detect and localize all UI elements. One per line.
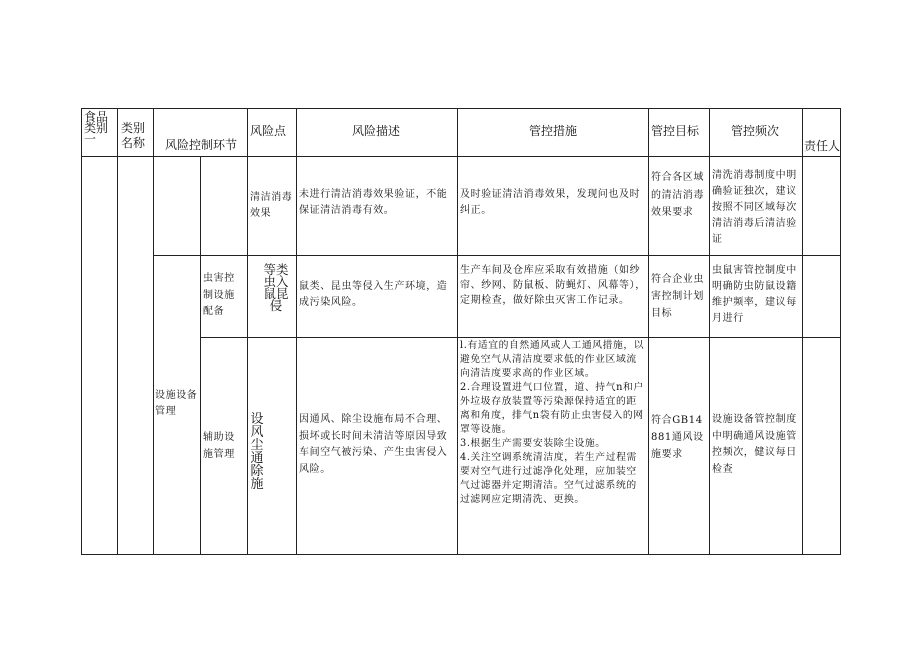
table-line bbox=[296, 108, 297, 555]
group-link: 设施设备管理 bbox=[155, 390, 198, 417]
row-1-target: 符合各区域的清洁消毒效果要求 bbox=[651, 172, 704, 218]
row-3-measures bbox=[460, 339, 647, 507]
table-line bbox=[200, 156, 201, 555]
header-category-name: 类别名称 bbox=[121, 121, 146, 150]
row-1-risk-desc: 未进行清洁消毒效果验证，不能保证清洁消毒有效。 bbox=[299, 189, 448, 216]
row-3-sub-link: 辅助设施管理 bbox=[203, 432, 235, 460]
header-risk-link: 风险控制环节 bbox=[165, 138, 238, 152]
row-2-sub-link: 虫害控制设施配备 bbox=[203, 273, 235, 317]
row-1-risk-point: 清洁消毒效果 bbox=[250, 192, 293, 219]
row-3-frequency: 设施设备管控制度中明确通风设施管控频次，健议每日检查 bbox=[712, 414, 797, 475]
row-2-risk-desc: 鼠类、昆虫等侵入生产环境，造成污染风险。 bbox=[299, 281, 448, 308]
table-line bbox=[709, 108, 710, 555]
row-1-frequency: 清洗消毒制度中明确验证独次，建议按照不同区域每次清洁消毒后清洁验证 bbox=[712, 170, 797, 245]
measure-item: 2.合理设置进气口位置，道、持气n和户外垃圾存放装置等污染源保持适宜的距离和角度，排气n袋有防止虫害侵入的网罩等设施。 bbox=[460, 382, 644, 435]
row-2-target: 符合企业虫害控制计划目标 bbox=[651, 274, 704, 319]
table-line bbox=[840, 108, 841, 555]
table-line bbox=[153, 108, 154, 555]
row-3-target: 符合GB14881通风设施要求 bbox=[651, 415, 704, 460]
measure-item: l.有适宜的自然通风或人工通风措施，以避免空气从清洁度要求低的作业区域流向清洁度要求高的作业区域。 bbox=[460, 340, 645, 379]
header-target: 管控目标 bbox=[651, 124, 700, 138]
table-line bbox=[648, 108, 649, 555]
row-2-frequency: 虫鼠害管控制度中明确防虫防鼠设籍维护频率，建议每月进行 bbox=[712, 265, 797, 324]
table-line bbox=[81, 108, 82, 555]
table-line bbox=[81, 156, 841, 157]
header-frequency: 管控频次 bbox=[731, 124, 780, 138]
header-risk-desc: 风险描述 bbox=[352, 124, 401, 138]
row-3-risk-point: 设风尘通除施 bbox=[250, 412, 264, 492]
table-line bbox=[81, 108, 841, 109]
header-risk-point: 风险点 bbox=[250, 124, 287, 138]
header-owner: 责任人 bbox=[804, 139, 841, 153]
row-3-risk-desc: 因通风、除尘设施布局不合理、损坏或长时间未清洁等原因导致车间空气被污染、产生虫害侵入风险。 bbox=[299, 414, 448, 475]
table-line bbox=[457, 108, 458, 555]
table-line bbox=[802, 108, 803, 555]
table-line bbox=[117, 108, 118, 555]
measure-item: 4.关注空调系统清洁度，若生产过程需要对空气进行过滤净化处理，应加装空气过滤器并定期清洁。空气过滤系统的过滤网应定期清洗、更换。 bbox=[460, 452, 637, 505]
measure-item: 3.根据生产需要安装除尘设施。 bbox=[460, 438, 606, 449]
row-1-measures: 及时验证清洁消毒效果，发现问也及时纠正。 bbox=[460, 189, 641, 216]
table-line bbox=[81, 554, 841, 555]
table-line bbox=[247, 108, 248, 555]
header-food-category: 食品类别一 bbox=[84, 110, 109, 146]
row-2-measures: 生产车间及仓库应采取有效措施（如纱帘、纱网、防鼠板、防蝇灯、风幕等），定期检查，做好除虫灭害工作记录。 bbox=[460, 265, 646, 307]
table-line bbox=[153, 255, 841, 256]
row-2-risk-point: 等类虫入鼠昆侵 bbox=[263, 262, 289, 313]
header-measures: 管控措施 bbox=[529, 124, 578, 138]
